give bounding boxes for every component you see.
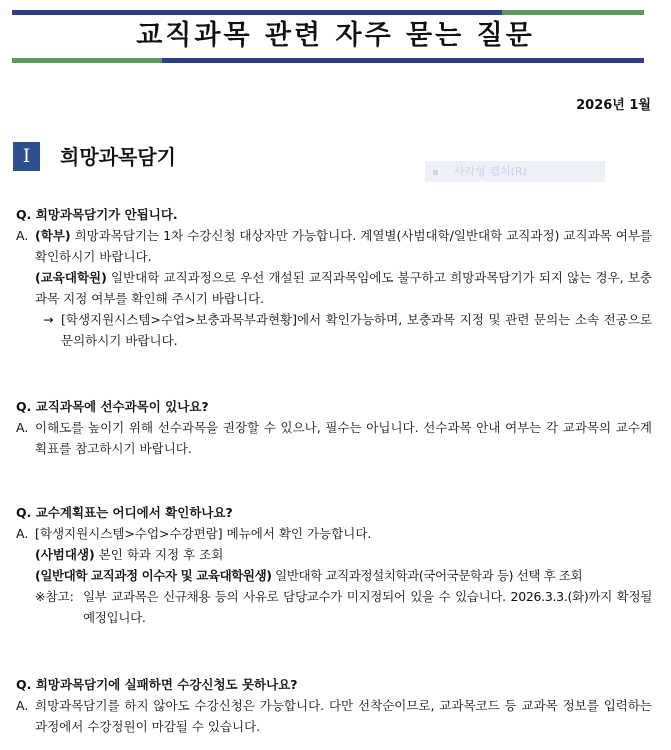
arrow-right-icon: → bbox=[43, 312, 54, 327]
answer-text: 희망과목담기를 하지 않아도 수강신청은 가능합니다. 다만 선착순이므로, 교과목코드 등 교과목 정보를 입력하는 과정에서 수강정원이 마감될 수 있습니다. bbox=[35, 698, 652, 734]
answer-tag: (사범대생) bbox=[35, 547, 95, 562]
answer-label: A. bbox=[16, 526, 29, 541]
faq-answer bbox=[16, 523, 652, 586]
faq-question: Q. 교직과목에 선수과목이 있나요? bbox=[16, 399, 209, 414]
answer-text: 일반대학 교직과정설치학과(국어국문학과 등) 선택 후 조회 bbox=[271, 568, 583, 583]
section-number-badge: I bbox=[13, 142, 40, 171]
answer-paragraph bbox=[35, 565, 652, 586]
page-title: 교직과목 관련 자주 묻는 질문 bbox=[136, 20, 535, 51]
header-top-bar-green bbox=[502, 10, 644, 15]
faq-answer bbox=[16, 695, 652, 737]
answer-text: 본인 학과 지정 후 조회 bbox=[94, 547, 224, 562]
faq-answer bbox=[16, 225, 652, 351]
answer-tag: (일반대학 교직과정 이수자 및 교육대학원생) bbox=[35, 568, 272, 583]
faq-item-4 bbox=[16, 674, 652, 737]
answer-text: 이해도를 높이기 위해 선수과목을 권장할 수 있으나, 필수는 아닙니다. 선수과목 안내 여부는 각 교과목의 교수계획표를 참고하시기 바랍니다. bbox=[35, 420, 652, 456]
capture-watermark bbox=[425, 161, 605, 182]
square-icon bbox=[433, 170, 438, 175]
answer-paragraph bbox=[35, 225, 652, 267]
answer-arrow-note bbox=[35, 309, 652, 351]
header-top-bar-blue bbox=[12, 10, 502, 15]
answer-label: A. bbox=[16, 228, 29, 243]
answer-text: [학생지원시스템>수업>수강편람] 메뉴에서 확인 가능합니다. bbox=[35, 526, 372, 541]
answer-note bbox=[16, 586, 652, 628]
header-bottom-bar-green bbox=[12, 58, 162, 63]
note-label: ※참고: bbox=[35, 589, 74, 604]
answer-tag: (교육대학원) bbox=[35, 270, 107, 285]
header-bottom-bar-blue bbox=[162, 58, 644, 63]
faq-question: Q. 희망과목담기가 안됩니다. bbox=[16, 207, 178, 222]
faq-item-2 bbox=[16, 396, 652, 459]
answer-paragraph bbox=[35, 544, 652, 565]
header-bottom-bar bbox=[12, 58, 644, 63]
answer-text: 희망과목담기는 1차 수강신청 대상자만 가능합니다. 계열별(사범대학/일반대학 교직과정) 교직과목 여부를 확인하시기 바랍니다. bbox=[35, 228, 652, 264]
document-date: 2026년 1월 bbox=[576, 98, 651, 113]
answer-text: 일반대학 교직과정으로 우선 개설된 교직과목임에도 불구하고 희망과목담기가 되지 않는 경우, 보충과목 지정 여부를 확인해 주시기 바랍니다. bbox=[35, 270, 652, 306]
answer-text: [학생지원시스템>수업>보충과목부과현황]에서 확인가능하며, 보충과목 지정 및 관련 문의는 소속 전공으로 문의하시기 바랍니다. bbox=[61, 312, 652, 348]
faq-item-3 bbox=[16, 502, 652, 628]
watermark-label: 사각형 캡처(R) bbox=[454, 165, 527, 178]
note-text: 일부 교과목은 신규채용 등의 사유로 담당교수가 미지정되어 있을 수 있습니다. 2026.3.3.(화)까지 확정될 예정입니다. bbox=[83, 589, 652, 625]
header-top-bar bbox=[12, 10, 644, 15]
faq-question: Q. 교수계획표는 어디에서 확인하나요? bbox=[16, 505, 233, 520]
answer-tag: (학부) bbox=[35, 228, 71, 243]
faq-question: Q. 희망과목담기에 실패하면 수강신청도 못하나요? bbox=[16, 677, 298, 692]
faq-item-1 bbox=[16, 204, 652, 351]
faq-answer bbox=[16, 417, 652, 459]
answer-label: A. bbox=[16, 420, 29, 435]
section-title: 희망과목담기 bbox=[60, 145, 176, 169]
answer-label: A. bbox=[16, 698, 29, 713]
answer-paragraph bbox=[35, 267, 652, 309]
